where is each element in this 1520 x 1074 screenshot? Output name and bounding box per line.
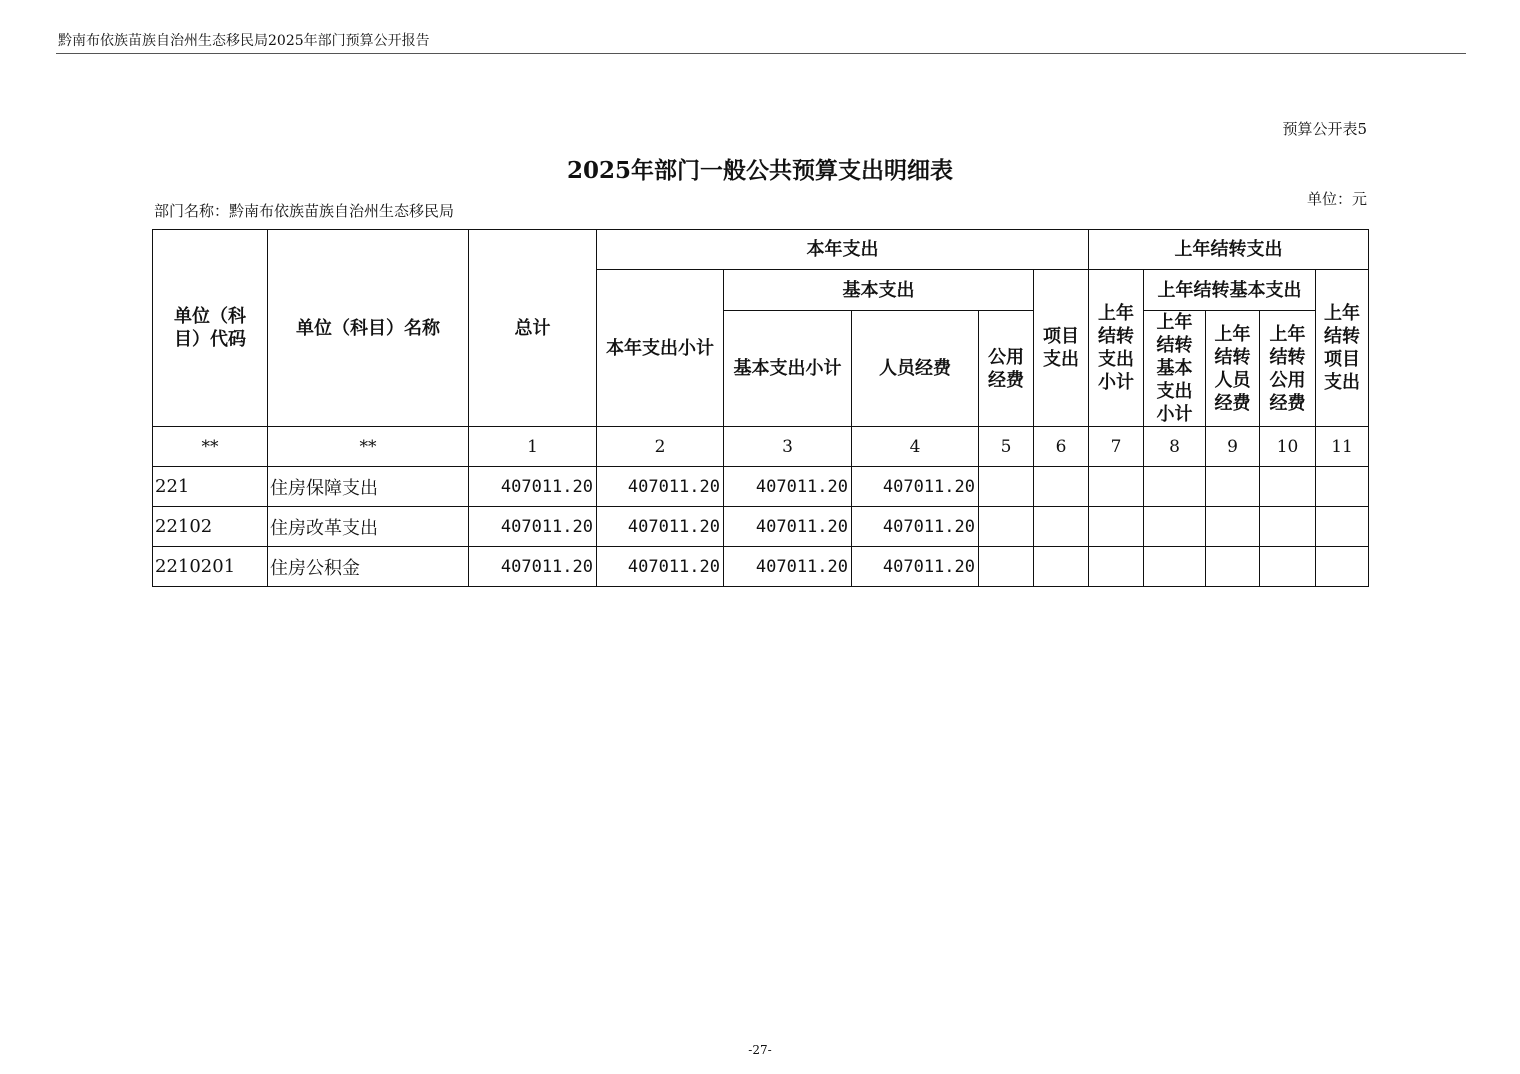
header-carryover: 上年结转支出 [1089, 230, 1369, 270]
cell-carryover-basic-subtotal [1144, 467, 1206, 507]
cell-carryover-project [1316, 467, 1369, 507]
cell-carryover-public [1260, 467, 1316, 507]
header-current-subtotal: 本年支出小计 [597, 270, 724, 427]
cell-carryover-personnel [1206, 507, 1260, 547]
column-number: 1 [469, 427, 597, 467]
row-code: 2210201 [153, 547, 268, 587]
header-carryover-personnel: 上年结转人员经费 [1206, 311, 1260, 427]
table-row [153, 467, 1369, 507]
cell-personnel: 407011.20 [852, 507, 979, 547]
cell-basic-subtotal: 407011.20 [724, 507, 852, 547]
header-basic: 基本支出 [724, 270, 1034, 311]
cell-total: 407011.20 [469, 507, 597, 547]
header-carryover-project: 上年结转项目支出 [1316, 270, 1369, 427]
column-number: 3 [724, 427, 852, 467]
cell-current-subtotal: 407011.20 [597, 507, 724, 547]
cell-carryover-basic-subtotal [1144, 507, 1206, 547]
column-number: 7 [1089, 427, 1144, 467]
header-code: 单位（科目）代码 [153, 230, 268, 427]
column-number: ** [268, 427, 469, 467]
cell-public [979, 507, 1034, 547]
row-name: 住房保障支出 [268, 467, 469, 507]
page-number: -27- [748, 1043, 772, 1057]
running-header: 黔南布依族苗族自治州生态移民局2025年部门预算公开报告 [58, 33, 430, 49]
column-number: ** [153, 427, 268, 467]
department-label: 部门名称：黔南布依族苗族自治州生态移民局 [154, 202, 455, 220]
row-code: 22102 [153, 507, 268, 547]
row-code: 221 [153, 467, 268, 507]
column-number: 6 [1034, 427, 1089, 467]
header-carryover-basic-subtotal: 上年结转基本支出小计 [1144, 311, 1206, 427]
cell-project [1034, 507, 1089, 547]
cell-carryover-project [1316, 507, 1369, 547]
column-number: 5 [979, 427, 1034, 467]
page-title: 2025年部门一般公共预算支出明细表 [566, 157, 953, 184]
cell-basic-subtotal: 407011.20 [724, 467, 852, 507]
cell-personnel: 407011.20 [852, 467, 979, 507]
column-number: 9 [1206, 427, 1260, 467]
cell-carryover-public [1260, 507, 1316, 547]
unit-label: 单位：元 [1306, 190, 1367, 208]
cell-total: 407011.20 [469, 467, 597, 507]
cell-carryover-basic-subtotal [1144, 547, 1206, 587]
header-name: 单位（科目）名称 [268, 230, 469, 427]
cell-carryover-personnel [1206, 467, 1260, 507]
cell-current-subtotal: 407011.20 [597, 467, 724, 507]
header-current-year: 本年支出 [597, 230, 1089, 270]
header-rule [56, 53, 1466, 54]
column-number-row [153, 427, 1369, 467]
header-carryover-basic: 上年结转基本支出 [1144, 270, 1316, 311]
column-number: 2 [597, 427, 724, 467]
column-number: 10 [1260, 427, 1316, 467]
cell-personnel: 407011.20 [852, 547, 979, 587]
header-carryover-subtotal: 上年结转支出小计 [1089, 270, 1144, 427]
cell-carryover-subtotal [1089, 547, 1144, 587]
cell-carryover-subtotal [1089, 507, 1144, 547]
cell-project [1034, 547, 1089, 587]
cell-public [979, 467, 1034, 507]
cell-carryover-personnel [1206, 547, 1260, 587]
row-name: 住房改革支出 [268, 507, 469, 547]
cell-carryover-public [1260, 547, 1316, 587]
cell-total: 407011.20 [469, 547, 597, 587]
column-number: 11 [1316, 427, 1369, 467]
column-number: 4 [852, 427, 979, 467]
form-id: 预算公开表5 [1282, 120, 1367, 138]
header-public: 公用经费 [979, 311, 1034, 427]
row-name: 住房公积金 [268, 547, 469, 587]
header-carryover-public: 上年结转公用经费 [1260, 311, 1316, 427]
header-total: 总计 [469, 230, 597, 427]
table-row [153, 507, 1369, 547]
header-personnel: 人员经费 [852, 311, 979, 427]
header-project: 项目支出 [1034, 270, 1089, 427]
cell-basic-subtotal: 407011.20 [724, 547, 852, 587]
table-row [153, 547, 1369, 587]
budget-table [152, 229, 1369, 587]
cell-carryover-project [1316, 547, 1369, 587]
cell-current-subtotal: 407011.20 [597, 547, 724, 587]
column-number: 8 [1144, 427, 1206, 467]
cell-carryover-subtotal [1089, 467, 1144, 507]
cell-public [979, 547, 1034, 587]
cell-project [1034, 467, 1089, 507]
header-basic-subtotal: 基本支出小计 [724, 311, 852, 427]
